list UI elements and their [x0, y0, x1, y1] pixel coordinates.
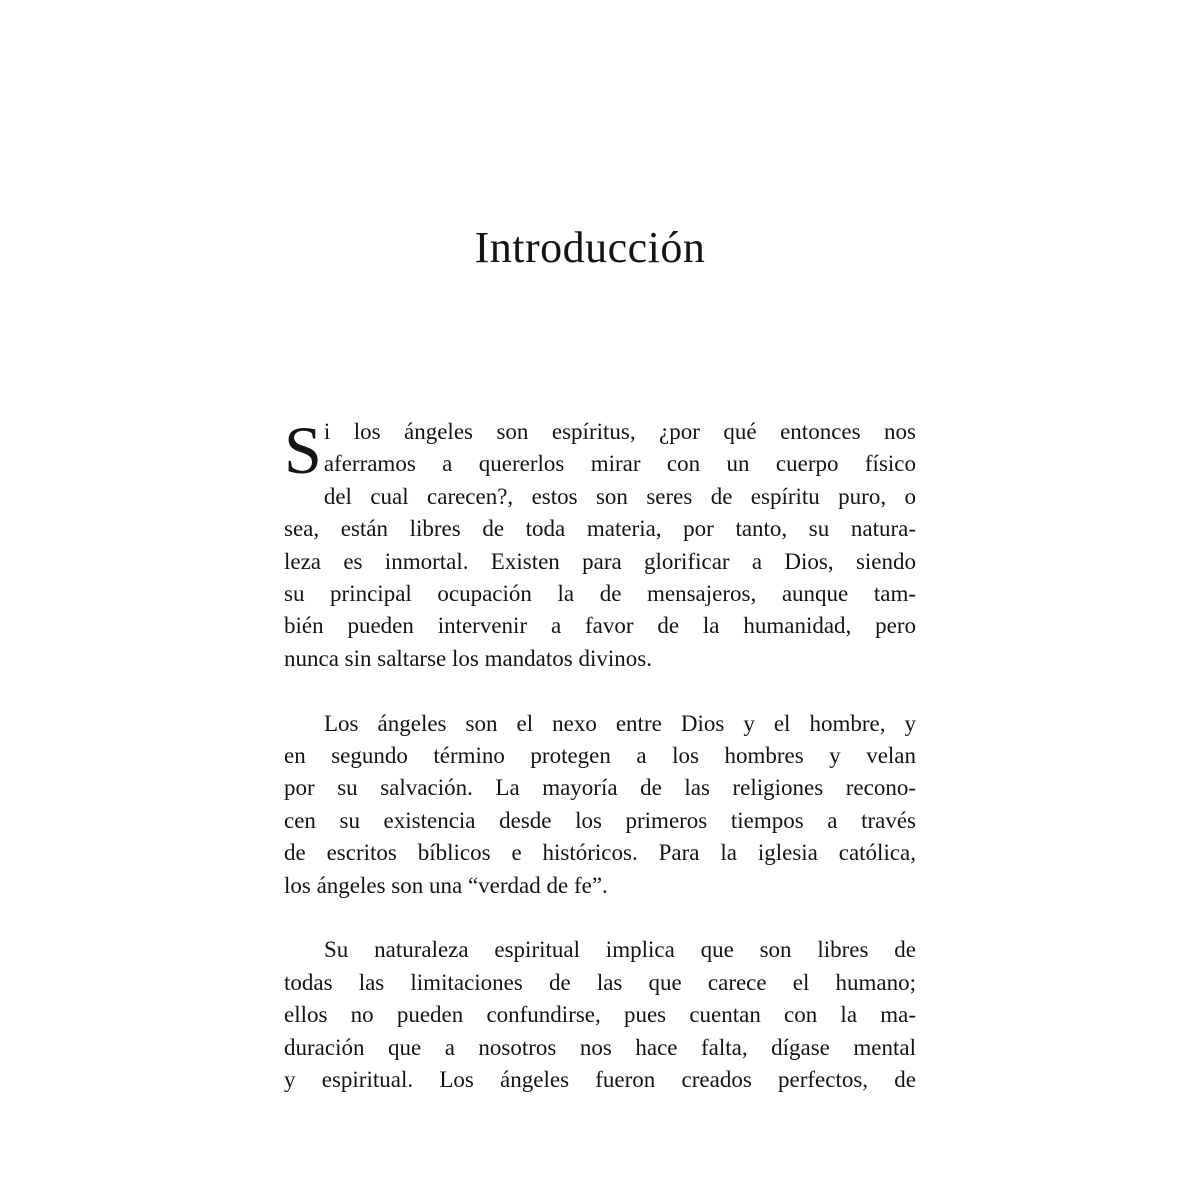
- paragraph-3: [284, 934, 916, 1096]
- text-line: nunca sin saltarse los mandatos divinos.: [284, 645, 652, 671]
- text-line: de escritos bíblicos e históricos. Para la iglesia católica,: [284, 840, 916, 866]
- text-line: ellos no pueden confundirse, pues cuentan con la ma-: [284, 1002, 916, 1028]
- text-line: en segundo término protegen a los hombres y velan: [284, 743, 916, 769]
- text-line: cen su existencia desde los primeros tiempos a través: [284, 807, 916, 833]
- text-line: los ángeles son una “verdad de fe”.: [284, 872, 608, 898]
- text-line: i los ángeles son espíritus, ¿por qué entonces nos: [323, 419, 916, 444]
- text-line: aferramos a quererlos mirar con un cuerpo físico: [323, 451, 916, 477]
- text-line: por su salvación. La mayoría de las religiones recono-: [284, 775, 916, 801]
- body-text: [284, 412, 916, 1097]
- text-line: sea, están libres de toda materia, por tanto, su natura-: [284, 516, 916, 542]
- text-line: leza es inmortal. Existen para glorificar a Dios, siendo: [284, 548, 916, 574]
- drop-cap: S: [284, 412, 322, 488]
- text-line: Los ángeles son el nexo entre Dios y el hombre, y: [324, 710, 916, 736]
- text-line: duración que a nosotros nos hace falta, dígase mental: [284, 1034, 916, 1060]
- text-line: bién pueden intervenir a favor de la humanidad, pero: [284, 613, 916, 639]
- paragraph-2: [284, 708, 916, 902]
- page-title: Introducción: [474, 223, 706, 272]
- text-line: del cual carecen?, estos son seres de espíritu puro, o: [323, 483, 916, 509]
- text-line: Su naturaleza espiritual implica que son libres de: [324, 937, 916, 963]
- text-line: todas las limitaciones de las que carece el humano;: [284, 969, 916, 995]
- text-line: su principal ocupación la de mensajeros, aunque tam-: [284, 581, 916, 607]
- paragraph-1: [284, 412, 916, 675]
- text-line: y espiritual. Los ángeles fueron creados perfectos, de: [284, 1067, 916, 1093]
